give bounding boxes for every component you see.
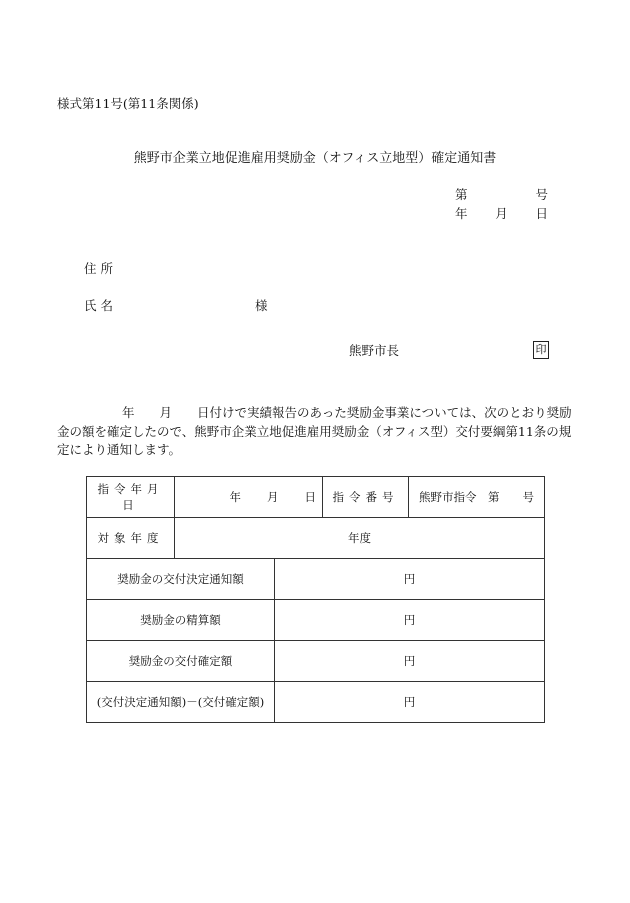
amount-label-cell: 奨励金の交付確定額 bbox=[87, 641, 275, 682]
date-month: 月 bbox=[495, 206, 508, 221]
table-date-day: 日 bbox=[304, 490, 316, 504]
number-value-cell: 熊野市指令 第 号 bbox=[409, 477, 545, 518]
date-label-cell: 指令年月日 bbox=[87, 477, 175, 518]
amount-value-cell: 円 bbox=[275, 682, 545, 723]
document-number-line bbox=[455, 187, 548, 203]
table-date-month: 月 bbox=[267, 490, 279, 504]
date-year: 年 bbox=[455, 206, 468, 221]
address-label: 住 所 bbox=[84, 261, 113, 276]
amount-value-cell: 円 bbox=[275, 600, 545, 641]
date-day: 日 bbox=[535, 206, 548, 221]
table-date-year: 年 bbox=[229, 490, 241, 504]
amount-value-cell: 円 bbox=[275, 559, 545, 600]
number-suffix: 号 bbox=[535, 187, 548, 202]
date-value-cell bbox=[175, 477, 323, 518]
amount-label-cell: (交付決定通知額)－(交付確定額) bbox=[87, 682, 275, 723]
table-row bbox=[87, 641, 545, 682]
form-label: 様式第11号(第11条関係) bbox=[57, 96, 199, 111]
honorific: 様 bbox=[255, 298, 268, 313]
document-date-line bbox=[455, 206, 548, 222]
table-row bbox=[87, 600, 545, 641]
body-text: 年 月 日付けで実績報告のあった奨励金事業については、次のとおり奨励金の額を確定したので、熊野市企業立地促進雇用奨励金（オフィス型）交付要綱第11条の規定により通知します。 bbox=[57, 405, 572, 457]
number-prefix: 第 bbox=[455, 187, 468, 202]
confirmation-table bbox=[86, 476, 545, 723]
name-label: 氏 名 bbox=[84, 298, 113, 313]
amount-value-cell: 円 bbox=[275, 641, 545, 682]
issuer-name: 熊野市長 bbox=[349, 343, 400, 358]
table-row bbox=[87, 477, 545, 518]
seal-box: 印 bbox=[533, 341, 549, 359]
table-row bbox=[87, 559, 545, 600]
table-row bbox=[87, 518, 545, 559]
table-row bbox=[87, 682, 545, 723]
document-title: 熊野市企業立地促進雇用奨励金（オフィス立地型）確定通知書 bbox=[133, 151, 497, 166]
fiscal-year-label-cell: 対象年度 bbox=[87, 518, 175, 559]
amount-label-cell: 奨励金の精算額 bbox=[87, 600, 275, 641]
number-label-cell: 指令番号 bbox=[323, 477, 409, 518]
amount-label-cell: 奨励金の交付決定通知額 bbox=[87, 559, 275, 600]
fiscal-year-value-cell: 年度 bbox=[175, 518, 545, 559]
